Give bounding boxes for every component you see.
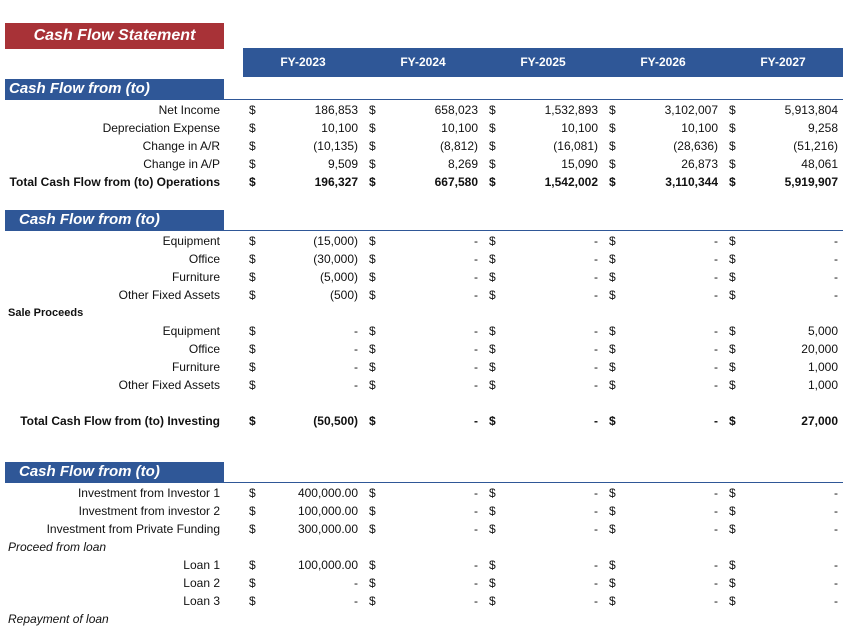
currency-symbol: $: [729, 576, 736, 590]
cell-value-fy-2023: -: [354, 342, 358, 356]
currency-symbol: $: [729, 234, 736, 248]
cell-value-fy-2026: -: [714, 360, 718, 374]
currency-symbol: $: [489, 378, 496, 392]
financing-row: [0, 484, 850, 502]
currency-symbol: $: [729, 270, 736, 284]
cell-value-fy-2024: -: [474, 324, 478, 338]
cell-value-fy-2024: -: [474, 414, 478, 428]
cell-value-fy-2026: -: [714, 576, 718, 590]
cell-value-fy-2027: -: [834, 504, 838, 518]
currency-symbol: $: [489, 252, 496, 266]
currency-symbol: $: [609, 324, 616, 338]
loan-row: [0, 556, 850, 574]
currency-symbol: $: [249, 558, 256, 572]
row-label: Sale Proceeds: [8, 307, 84, 319]
currency-symbol: $: [729, 594, 736, 608]
currency-symbol: $: [369, 576, 376, 590]
loan-row: [0, 592, 850, 610]
cell-value-fy-2023: 196,327: [314, 175, 358, 189]
row-label: Change in A/R: [142, 139, 220, 153]
cell-value-fy-2026: -: [714, 270, 718, 284]
cell-value-fy-2025: 15,090: [561, 157, 598, 171]
currency-symbol: $: [249, 522, 256, 536]
cell-value-fy-2024: -: [474, 576, 478, 590]
currency-symbol: $: [369, 360, 376, 374]
cell-value-fy-2025: 10,100: [561, 121, 598, 135]
cell-value-fy-2026: 26,873: [681, 157, 718, 171]
operations-heading: Cash Flow from (to) Operations: [5, 79, 224, 99]
currency-symbol: $: [489, 594, 496, 608]
currency-symbol: $: [489, 234, 496, 248]
cell-value-fy-2027: (51,216): [793, 139, 838, 153]
currency-symbol: $: [249, 103, 256, 117]
cell-value-fy-2025: -: [594, 324, 598, 338]
cell-value-fy-2027: -: [834, 288, 838, 302]
currency-symbol: $: [369, 234, 376, 248]
cell-value-fy-2024: -: [474, 594, 478, 608]
currency-symbol: $: [489, 522, 496, 536]
cell-value-fy-2026: 3,110,344: [665, 175, 718, 189]
cell-value-fy-2027: 5,000: [807, 324, 838, 338]
cell-value-fy-2024: -: [474, 252, 478, 266]
row-label: Loan 1: [183, 558, 220, 572]
row-label: Loan 3: [183, 594, 220, 608]
currency-symbol: $: [609, 486, 616, 500]
currency-symbol: $: [729, 288, 736, 302]
row-label: Investment from Investor 1: [77, 486, 220, 500]
currency-symbol: $: [609, 288, 616, 302]
currency-symbol: $: [609, 522, 616, 536]
currency-symbol: $: [489, 121, 496, 135]
currency-symbol: $: [249, 360, 256, 374]
investing-row: [0, 268, 850, 286]
row-label: Investment from investor 2: [78, 504, 220, 518]
cell-value-fy-2024: -: [474, 360, 478, 374]
cell-value-fy-2025: -: [594, 504, 598, 518]
row-label: Other Fixed Assets: [118, 378, 220, 392]
currency-symbol: $: [609, 378, 616, 392]
cell-value-fy-2024: -: [474, 504, 478, 518]
currency-symbol: $: [369, 252, 376, 266]
cell-value-fy-2027: 9,258: [807, 121, 838, 135]
cell-value-fy-2027: -: [834, 252, 838, 266]
currency-symbol: $: [249, 594, 256, 608]
cell-value-fy-2025: (16,081): [553, 139, 598, 153]
cell-value-fy-2025: -: [594, 288, 598, 302]
cell-value-fy-2025: -: [594, 360, 598, 374]
currency-symbol: $: [249, 324, 256, 338]
cell-value-fy-2026: -: [714, 558, 718, 572]
cell-value-fy-2026: -: [714, 522, 718, 536]
currency-symbol: $: [489, 486, 496, 500]
currency-symbol: $: [609, 157, 616, 171]
currency-symbol: $: [729, 175, 736, 189]
investing-row: [0, 286, 850, 304]
cell-value-fy-2025: -: [594, 576, 598, 590]
financing-row: [0, 520, 850, 538]
currency-symbol: $: [249, 175, 256, 189]
cell-value-fy-2024: -: [474, 270, 478, 284]
currency-symbol: $: [489, 288, 496, 302]
cell-value-fy-2025: -: [594, 252, 598, 266]
currency-symbol: $: [369, 324, 376, 338]
currency-symbol: $: [609, 558, 616, 572]
row-label: Furniture: [171, 270, 220, 284]
currency-symbol: $: [609, 103, 616, 117]
investing-heading: Cash Flow from (to) Investing: [5, 210, 224, 230]
currency-symbol: $: [369, 594, 376, 608]
currency-symbol: $: [489, 360, 496, 374]
cell-value-fy-2023: 300,000.00: [297, 522, 358, 536]
currency-symbol: $: [369, 558, 376, 572]
cell-value-fy-2024: -: [474, 234, 478, 248]
row-label: Investment from Private Funding: [46, 522, 220, 536]
currency-symbol: $: [729, 378, 736, 392]
currency-symbol: $: [729, 486, 736, 500]
cell-value-fy-2023: -: [354, 594, 358, 608]
year-header-fy2024: FY-2024: [400, 55, 446, 69]
sale-proceeds-row: [0, 358, 850, 376]
currency-symbol: $: [369, 378, 376, 392]
currency-symbol: $: [489, 139, 496, 153]
cell-value-fy-2026: -: [714, 234, 718, 248]
cell-value-fy-2027: -: [834, 522, 838, 536]
row-label: Office: [188, 252, 220, 266]
cell-value-fy-2026: -: [714, 288, 718, 302]
currency-symbol: $: [249, 414, 256, 428]
currency-symbol: $: [369, 270, 376, 284]
currency-symbol: $: [729, 324, 736, 338]
currency-symbol: $: [729, 558, 736, 572]
currency-symbol: $: [729, 103, 736, 117]
cell-value-fy-2024: -: [474, 486, 478, 500]
cell-value-fy-2027: -: [834, 594, 838, 608]
currency-symbol: $: [249, 486, 256, 500]
row-label: Equipment: [162, 324, 220, 338]
cell-value-fy-2024: -: [474, 522, 478, 536]
currency-symbol: $: [369, 288, 376, 302]
cell-value-fy-2025: -: [594, 522, 598, 536]
currency-symbol: $: [729, 342, 736, 356]
year-header-fy2023: FY-2023: [280, 55, 326, 69]
currency-symbol: $: [489, 342, 496, 356]
cell-value-fy-2024: 658,023: [434, 103, 478, 117]
operations-row: [0, 101, 850, 119]
loan-repayment-label: [0, 610, 850, 628]
cell-value-fy-2025: -: [594, 486, 598, 500]
currency-symbol: $: [249, 288, 256, 302]
cell-value-fy-2025: -: [594, 270, 598, 284]
cell-value-fy-2025: -: [594, 594, 598, 608]
currency-symbol: $: [369, 342, 376, 356]
row-label: Net Income: [158, 103, 220, 117]
cell-value-fy-2024: 10,100: [441, 121, 478, 135]
currency-symbol: $: [489, 558, 496, 572]
cell-value-fy-2024: -: [474, 378, 478, 392]
currency-symbol: $: [609, 270, 616, 284]
cell-value-fy-2023: -: [354, 378, 358, 392]
currency-symbol: $: [729, 157, 736, 171]
currency-symbol: $: [489, 414, 496, 428]
cell-value-fy-2023: 9,509: [327, 157, 358, 171]
currency-symbol: $: [249, 504, 256, 518]
row-label: Total Cash Flow from (to) Operations: [9, 175, 220, 189]
cell-value-fy-2027: -: [834, 270, 838, 284]
currency-symbol: $: [609, 252, 616, 266]
cell-value-fy-2027: -: [834, 486, 838, 500]
currency-symbol: $: [249, 157, 256, 171]
investing-row: [0, 232, 850, 250]
currency-symbol: $: [489, 157, 496, 171]
currency-symbol: $: [369, 414, 376, 428]
cell-value-fy-2025: -: [594, 378, 598, 392]
operations-row: [0, 119, 850, 137]
cell-value-fy-2024: 667,580: [434, 175, 478, 189]
currency-symbol: $: [609, 360, 616, 374]
row-label: Proceed from loan: [8, 540, 107, 554]
currency-symbol: $: [609, 175, 616, 189]
cell-value-fy-2023: (5,000): [319, 270, 358, 284]
year-header-fy2026: FY-2026: [640, 55, 686, 69]
cell-value-fy-2024: -: [474, 342, 478, 356]
cell-value-fy-2026: 3,102,007: [664, 103, 718, 117]
cell-value-fy-2025: -: [594, 414, 598, 428]
currency-symbol: $: [249, 252, 256, 266]
year-header-fy2027: FY-2027: [760, 55, 806, 69]
currency-symbol: $: [249, 121, 256, 135]
cell-value-fy-2026: 10,100: [681, 121, 718, 135]
currency-symbol: $: [249, 234, 256, 248]
currency-symbol: $: [729, 522, 736, 536]
currency-symbol: $: [489, 270, 496, 284]
financing-heading: Cash Flow from (to) Financing: [5, 462, 224, 482]
sale-proceeds-row: [0, 322, 850, 340]
cell-value-fy-2026: (28,636): [673, 139, 718, 153]
currency-symbol: $: [369, 175, 376, 189]
cell-value-fy-2026: -: [714, 504, 718, 518]
cell-value-fy-2026: -: [714, 414, 718, 428]
row-label: Change in A/P: [143, 157, 220, 171]
operations-row: [0, 155, 850, 173]
cell-value-fy-2026: -: [714, 324, 718, 338]
cell-value-fy-2027: 20,000: [801, 342, 838, 356]
financing-row: [0, 502, 850, 520]
cell-value-fy-2027: 48,061: [801, 157, 838, 171]
currency-symbol: $: [609, 342, 616, 356]
currency-symbol: $: [489, 103, 496, 117]
cell-value-fy-2023: 10,100: [321, 121, 358, 135]
operations-total-row: [0, 173, 850, 191]
cell-value-fy-2023: (15,000): [313, 234, 358, 248]
currency-symbol: $: [489, 504, 496, 518]
cell-value-fy-2027: 27,000: [801, 414, 838, 428]
cell-value-fy-2024: -: [474, 558, 478, 572]
cell-value-fy-2023: (10,135): [313, 139, 358, 153]
financing-rule: [5, 482, 843, 483]
cell-value-fy-2027: 5,919,907: [784, 175, 838, 189]
currency-symbol: $: [729, 360, 736, 374]
currency-symbol: $: [609, 594, 616, 608]
currency-symbol: $: [249, 139, 256, 153]
currency-symbol: $: [609, 139, 616, 153]
currency-symbol: $: [369, 103, 376, 117]
cell-value-fy-2026: -: [714, 342, 718, 356]
year-header-fy2025: FY-2025: [520, 55, 566, 69]
investing-total-row: [0, 412, 850, 430]
cell-value-fy-2027: -: [834, 558, 838, 572]
cell-value-fy-2023: (30,000): [313, 252, 358, 266]
row-label: Depreciation Expense: [102, 121, 220, 135]
currency-symbol: $: [729, 252, 736, 266]
currency-symbol: $: [489, 576, 496, 590]
cell-value-fy-2027: 5,913,804: [784, 103, 838, 117]
cell-value-fy-2023: 100,000.00: [297, 504, 358, 518]
currency-symbol: $: [609, 121, 616, 135]
currency-symbol: $: [489, 175, 496, 189]
currency-symbol: $: [729, 139, 736, 153]
cell-value-fy-2025: -: [594, 558, 598, 572]
loan-row: [0, 574, 850, 592]
cell-value-fy-2027: -: [834, 234, 838, 248]
currency-symbol: $: [729, 414, 736, 428]
currency-symbol: $: [609, 234, 616, 248]
currency-symbol: $: [249, 378, 256, 392]
cell-value-fy-2023: (50,500): [313, 414, 358, 428]
cell-value-fy-2023: -: [354, 576, 358, 590]
cell-value-fy-2023: 100,000.00: [297, 558, 358, 572]
currency-symbol: $: [609, 414, 616, 428]
currency-symbol: $: [249, 342, 256, 356]
cell-value-fy-2023: 186,853: [314, 103, 358, 117]
loan-proceeds-label: [0, 538, 850, 556]
cell-value-fy-2027: 1,000: [807, 378, 838, 392]
currency-symbol: $: [729, 504, 736, 518]
cell-value-fy-2026: -: [714, 486, 718, 500]
row-label: Equipment: [162, 234, 220, 248]
cell-value-fy-2027: 1,000: [807, 360, 838, 374]
cell-value-fy-2027: -: [834, 576, 838, 590]
cell-value-fy-2026: -: [714, 378, 718, 392]
currency-symbol: $: [369, 121, 376, 135]
row-label: Total Cash Flow from (to) Investing: [20, 414, 220, 428]
row-label: Loan 2: [183, 576, 220, 590]
cell-value-fy-2024: -: [474, 288, 478, 302]
investing-rule: [5, 230, 843, 231]
cell-value-fy-2023: (500): [329, 288, 358, 302]
row-label: Office: [188, 342, 220, 356]
investing-row: [0, 250, 850, 268]
row-label: Repayment of loan: [8, 612, 109, 626]
statement-title: Cash Flow Statement: [5, 23, 224, 49]
currency-symbol: $: [249, 576, 256, 590]
cell-value-fy-2023: 400,000.00: [297, 486, 358, 500]
currency-symbol: $: [609, 576, 616, 590]
cell-value-fy-2025: 1,532,893: [544, 103, 598, 117]
currency-symbol: $: [369, 504, 376, 518]
sale-proceeds-label: [0, 304, 850, 322]
currency-symbol: $: [369, 139, 376, 153]
row-label: Other Fixed Assets: [118, 288, 220, 302]
cell-value-fy-2025: -: [594, 234, 598, 248]
sale-proceeds-row: [0, 376, 850, 394]
currency-symbol: $: [489, 324, 496, 338]
year-header-row: [243, 48, 843, 77]
cell-value-fy-2024: 8,269: [447, 157, 478, 171]
cell-value-fy-2025: 1,542,002: [544, 175, 598, 189]
cell-value-fy-2026: -: [714, 252, 718, 266]
currency-symbol: $: [369, 486, 376, 500]
operations-rule: [5, 99, 843, 100]
cell-value-fy-2023: -: [354, 360, 358, 374]
currency-symbol: $: [249, 270, 256, 284]
cell-value-fy-2023: -: [354, 324, 358, 338]
cell-value-fy-2026: -: [714, 594, 718, 608]
currency-symbol: $: [369, 157, 376, 171]
currency-symbol: $: [609, 504, 616, 518]
currency-symbol: $: [729, 121, 736, 135]
row-label: Furniture: [171, 360, 220, 374]
operations-row: [0, 137, 850, 155]
sale-proceeds-row: [0, 340, 850, 358]
cell-value-fy-2025: -: [594, 342, 598, 356]
cell-value-fy-2024: (8,812): [439, 139, 478, 153]
currency-symbol: $: [369, 522, 376, 536]
